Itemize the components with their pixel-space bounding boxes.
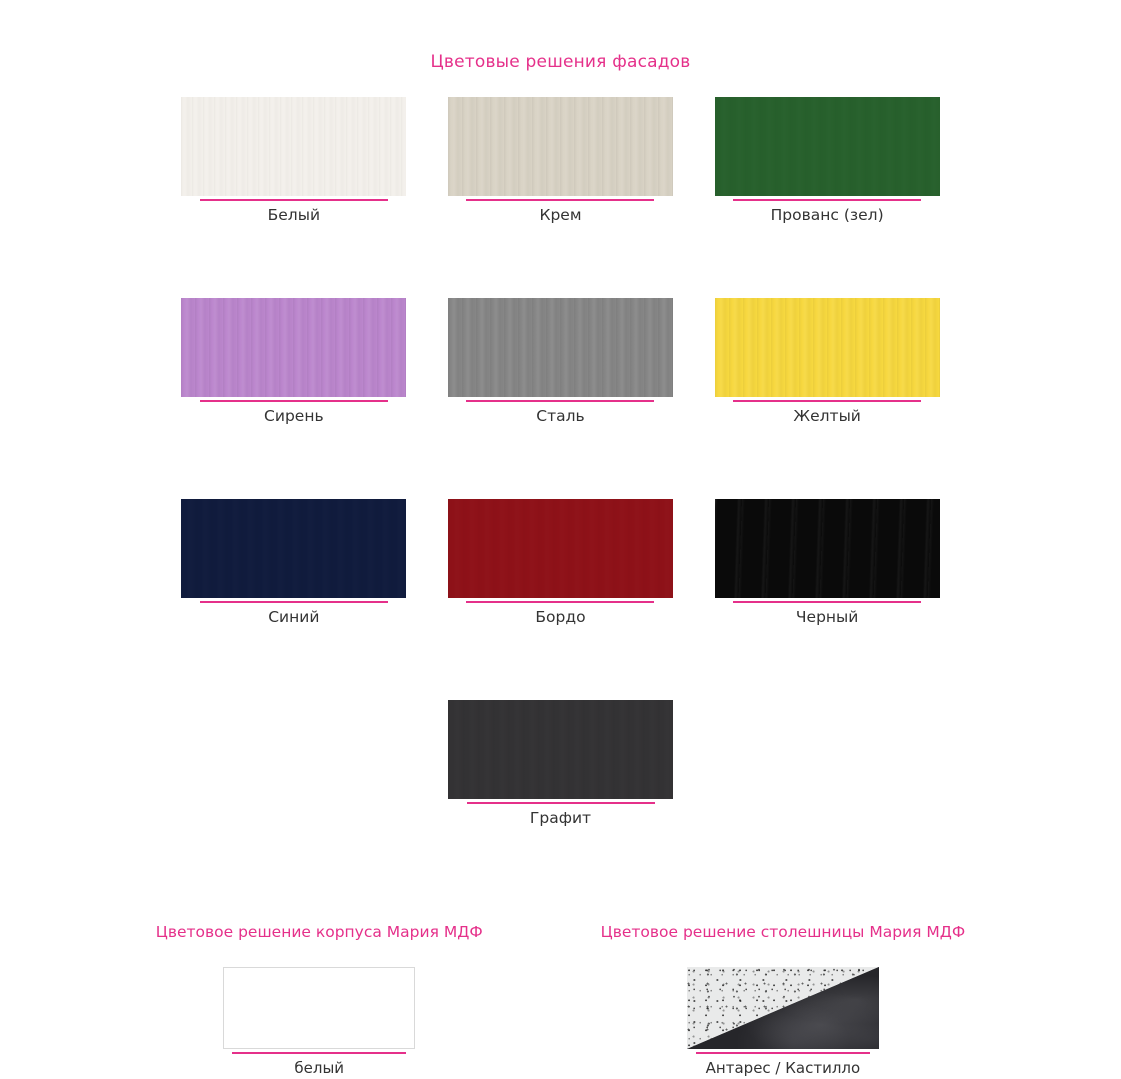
swatch-color-cream (448, 97, 673, 196)
body-color-title: Цветовое решение корпуса Мария МДФ (155, 923, 483, 941)
swatch-label: Сталь (536, 407, 585, 425)
countertop-color-section (601, 923, 966, 1077)
swatch-color-steel (448, 298, 673, 397)
swatch-label: Крем (539, 206, 582, 224)
swatch-item-lilac[interactable] (164, 298, 424, 425)
swatch-color-provence-green (715, 97, 940, 196)
swatch-color-blue (181, 499, 406, 598)
swatch-label: Желтый (793, 407, 861, 425)
body-color-underline (232, 1052, 406, 1054)
swatch-label: Прованс (зел) (770, 206, 884, 224)
swatch-color-bordeaux (448, 499, 673, 598)
countertop-color-swatch[interactable] (687, 967, 879, 1049)
swatch-color-black (715, 499, 940, 598)
swatch-color-graphite (448, 700, 673, 799)
swatch-item-bordeaux[interactable] (430, 499, 690, 626)
swatch-label: Синий (268, 608, 320, 626)
swatch-underline (466, 601, 654, 603)
body-color-section (156, 923, 483, 1077)
swatch-label: Белый (267, 206, 321, 224)
swatch-item-steel[interactable] (430, 298, 690, 425)
swatch-color-lilac (181, 298, 406, 397)
countertop-color-underline (696, 1052, 870, 1054)
swatch-underline (466, 400, 654, 402)
swatch-item-white[interactable] (164, 97, 424, 224)
swatch-underline (200, 199, 388, 201)
bottom-sections (0, 923, 1121, 1077)
swatch-item-provence-green[interactable] (697, 97, 957, 224)
swatch-color-white (181, 97, 406, 196)
swatch-label: Черный (795, 608, 859, 626)
swatch-item-black[interactable] (697, 499, 957, 626)
facade-swatch-row-last (0, 700, 1121, 827)
swatch-underline (733, 199, 921, 201)
page-title: Цветовые решения фасадов (430, 52, 691, 72)
swatch-color-yellow (715, 298, 940, 397)
swatch-item-graphite[interactable] (431, 700, 691, 827)
countertop-color-title: Цветовое решение столешницы Мария МДФ (600, 923, 966, 941)
swatch-item-blue[interactable] (164, 499, 424, 626)
swatch-underline (466, 199, 654, 201)
body-color-label: белый (294, 1059, 345, 1077)
facade-swatch-grid (161, 72, 961, 626)
swatch-item-yellow[interactable] (697, 298, 957, 425)
swatch-label: Бордо (535, 608, 586, 626)
body-color-swatch[interactable] (223, 967, 415, 1049)
swatch-item-cream[interactable] (430, 97, 690, 224)
countertop-color-label: Антарес / Кастилло (705, 1059, 861, 1077)
swatch-underline (733, 400, 921, 402)
swatch-underline (733, 601, 921, 603)
swatch-underline (200, 601, 388, 603)
swatch-underline (200, 400, 388, 402)
swatch-label: Графит (529, 809, 592, 827)
swatch-label: Сирень (264, 407, 324, 425)
swatch-underline (467, 802, 655, 804)
